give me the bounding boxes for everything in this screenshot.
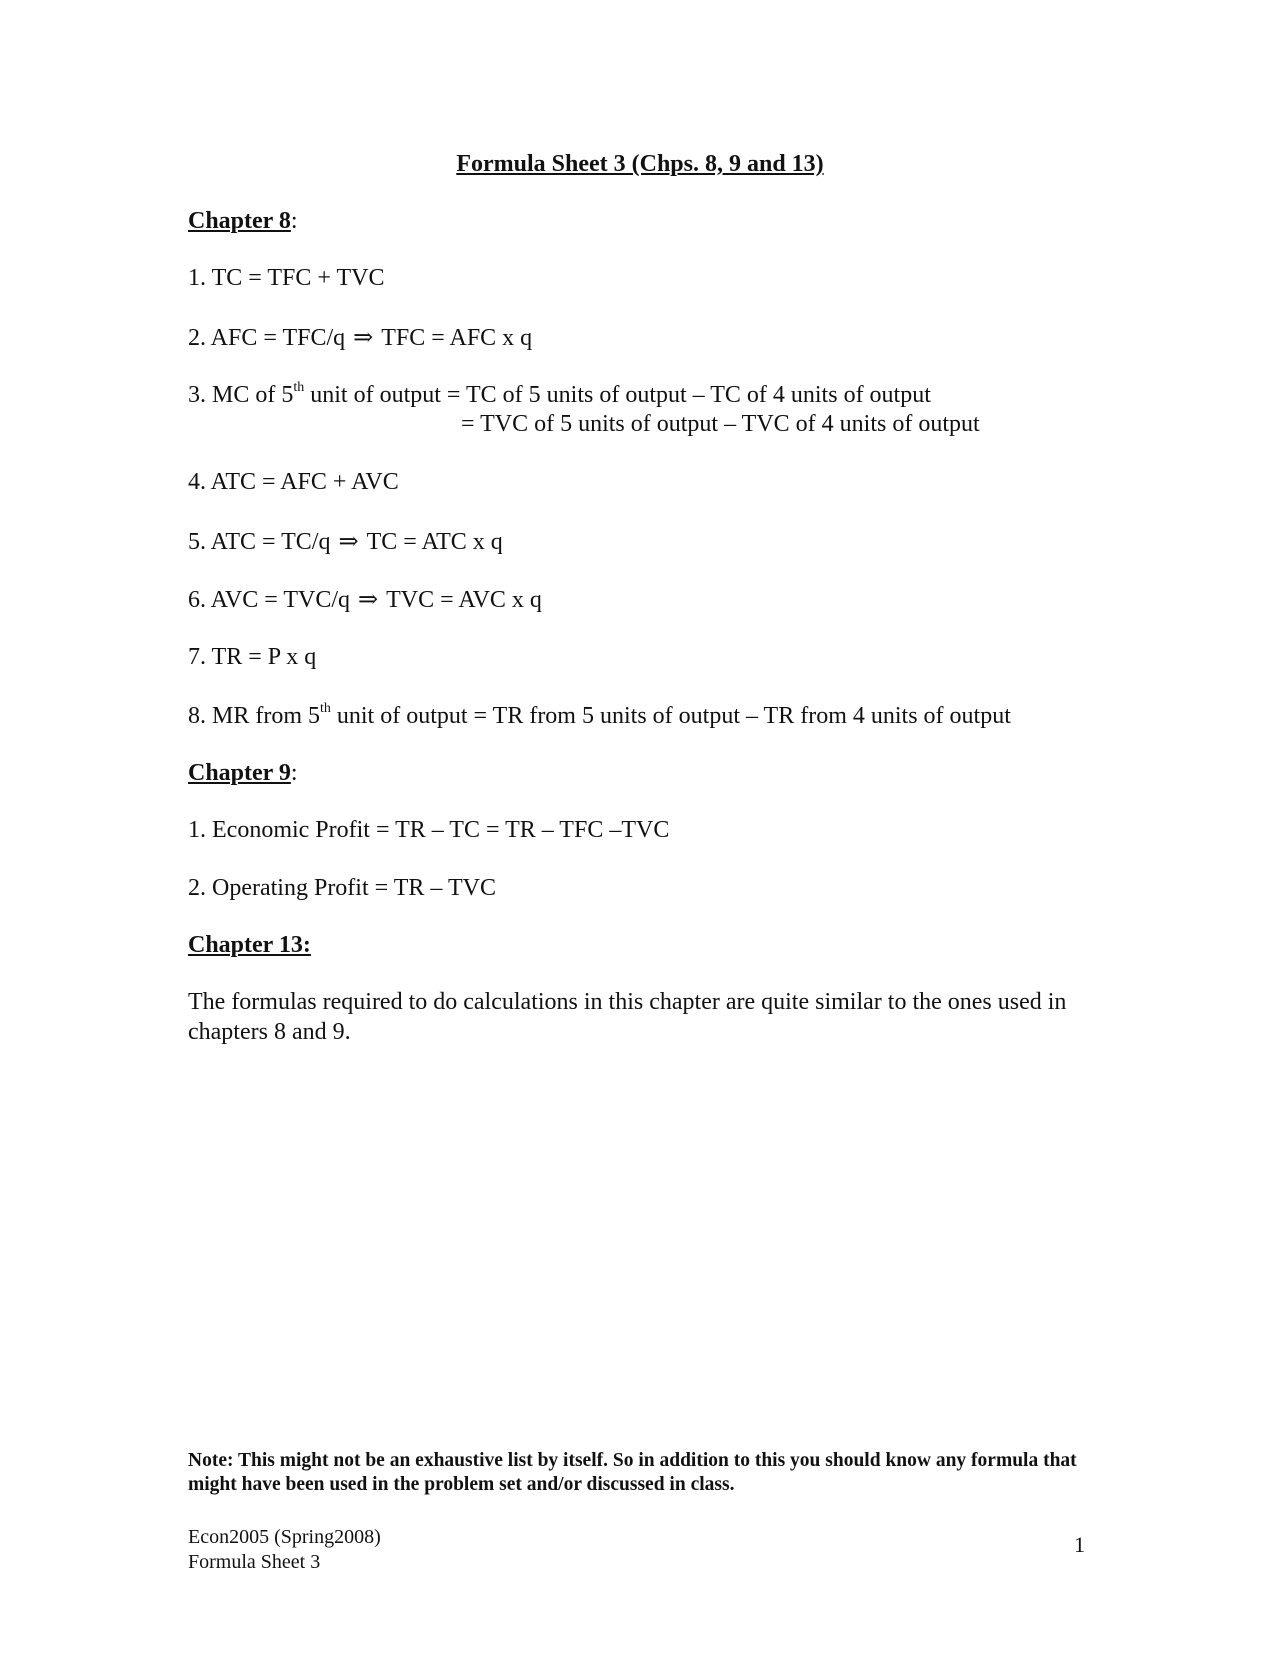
chapter-8-heading-text: Chapter 8: [188, 208, 291, 234]
superscript-th: th: [320, 701, 331, 716]
chapter-8-heading: [188, 207, 298, 235]
chapter-8-formula-5: [188, 528, 503, 556]
chapter-9-heading-colon: :: [290, 760, 298, 786]
chapter-13-heading-text: Chapter 13:: [188, 932, 311, 958]
chapter-8-formula-2: [188, 324, 532, 352]
chapter-8-formula-7: 7. TR = P x q: [188, 644, 317, 670]
chapter-8-formula-1: 1. TC = TFC + TVC: [188, 265, 385, 291]
chapter-13-paragraph: The formulas required to do calculations in this chapter are quite similar to the ones used in chapters 8 and 9.: [188, 989, 1067, 1045]
formula-2-left: 2. AFC = TFC/q: [188, 325, 346, 351]
chapter-9-formula-2: 2. Operating Profit = TR – TVC: [188, 875, 496, 901]
formula-3-rest: unit of output = TC of 5 units of output – TC of 4 units of output: [304, 382, 931, 408]
chapter-8-formula-3: [188, 381, 931, 409]
chapter-8-formula-8: [188, 702, 1011, 730]
chapter-9-heading-text: Chapter 9: [188, 760, 291, 786]
formula-5-right: TC = ATC x q: [366, 529, 503, 555]
implies-arrow-icon: ⇒: [358, 587, 379, 613]
page-title: Formula Sheet 3 (Chps. 8, 9 and 13): [456, 151, 824, 177]
page-number: 1: [1074, 1532, 1085, 1557]
chapter-8-heading-colon: :: [290, 208, 298, 234]
formula-8-start: 8. MR from 5: [188, 703, 320, 729]
chapter-8-formula-3-continuation: = TVC of 5 units of output – TVC of 4 units of output: [461, 411, 980, 437]
formula-5-left: 5. ATC = TC/q: [188, 529, 331, 555]
formula-6-left: 6. AVC = TVC/q: [188, 587, 351, 613]
formula-6-right: TVC = AVC x q: [386, 587, 542, 613]
footer-sheet-name: Formula Sheet 3: [188, 1551, 321, 1573]
formula-3-start: 3. MC of 5: [188, 382, 294, 408]
chapter-8-formula-6: [188, 586, 542, 614]
implies-arrow-icon: ⇒: [353, 325, 374, 351]
footer-course: Econ2005 (Spring2008): [188, 1526, 381, 1548]
formula-2-right: TFC = AFC x q: [381, 325, 533, 351]
chapter-9-formula-1: 1. Economic Profit = TR – TC = TR – TFC –TVC: [188, 817, 670, 843]
chapter-13-heading: [188, 931, 311, 959]
note-paragraph: Note: This might not be an exhaustive list by itself. So in addition to this you should know any formula that might have been used in the problem set and/or discussed in class.: [188, 1450, 1077, 1495]
superscript-th: th: [293, 380, 305, 395]
formula-8-rest: unit of output = TR from 5 units of output – TR from 4 units of output: [330, 703, 1011, 729]
implies-arrow-icon: ⇒: [338, 529, 359, 555]
chapter-9-heading: [188, 759, 298, 787]
chapter-8-formula-4: 4. ATC = AFC + AVC: [188, 469, 399, 495]
